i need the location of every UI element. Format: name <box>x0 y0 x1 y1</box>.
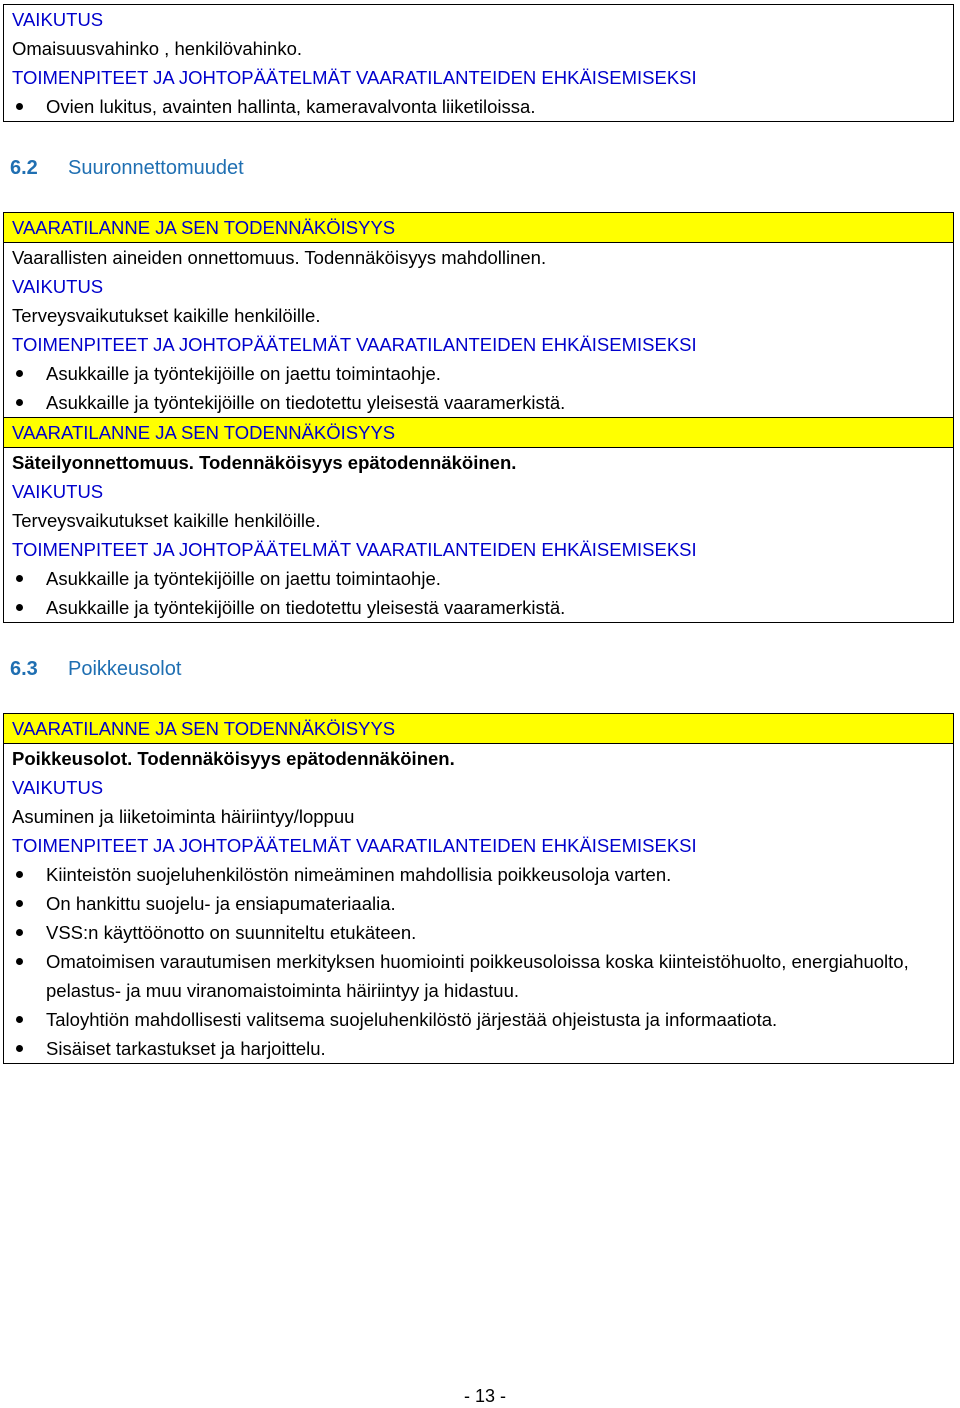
bullet-icon <box>16 929 23 936</box>
section-heading-6-3 <box>10 658 181 681</box>
page-number: - 13 - <box>463 1386 506 1406</box>
list-item: Asukkaille ja työntekijöille on jaettu toimintaohje. <box>4 564 953 593</box>
bullet-icon <box>16 604 23 611</box>
vaaratilanne-heading: VAARATILANNE JA SEN TODENNÄKÖISYYS <box>4 714 953 744</box>
vaikutus-heading: VAIKUTUS <box>12 276 104 297</box>
list-item: Ovien lukitus, avainten hallinta, kameravalvonta liiketiloissa. <box>4 92 953 121</box>
section-title: Poikkeusolot <box>68 658 182 680</box>
measures-list <box>4 860 953 1063</box>
risk-table-exceptional-circumstances <box>3 713 954 1064</box>
vaikutus-text: Terveysvaikutukset kaikille henkilöille. <box>12 510 321 531</box>
section-number: 6.3 <box>10 658 38 680</box>
bullet-icon <box>16 575 23 582</box>
vaikutus-text: Asuminen ja liiketoiminta häiriintyy/loppuu <box>12 806 355 827</box>
list-item: Taloyhtiön mahdollisesti valitsema suojeluhenkilöstö järjestää ohjeistusta ja informaatiota. <box>4 1005 953 1034</box>
list-item: Asukkaille ja työntekijöille on jaettu toimintaohje. <box>4 359 953 388</box>
vaaratilanne-text: Poikkeusolot. Todennäköisyys epätodennäköinen. <box>12 748 455 769</box>
measures-list <box>4 92 953 121</box>
toimenpiteet-heading: TOIMENPITEET JA JOHTOPÄÄTELMÄT VAARATILANTEIDEN EHKÄISEMISEKSI <box>12 334 697 355</box>
list-item: Omatoimisen varautumisen merkityksen huomiointi poikkeusoloissa koska kiinteistöhuolto, energiahuolto, pelastus- ja muu viranomaistoiminta häiriintyy ja hidastuu. <box>4 947 953 1005</box>
list-item: Sisäiset tarkastukset ja harjoittelu. <box>4 1034 953 1063</box>
bullet-icon <box>16 103 23 110</box>
toimenpiteet-heading: TOIMENPITEET JA JOHTOPÄÄTELMÄT VAARATILANTEIDEN EHKÄISEMISEKSI <box>12 67 697 88</box>
section-heading-6-2 <box>10 157 244 180</box>
measures-list <box>4 359 953 417</box>
vaaratilanne-heading: VAARATILANNE JA SEN TODENNÄKÖISYYS <box>4 417 953 448</box>
bullet-icon <box>16 1045 23 1052</box>
section-number: 6.2 <box>10 157 38 179</box>
vaaratilanne-text: Vaarallisten aineiden onnettomuus. Todennäköisyys mahdollinen. <box>12 247 547 268</box>
measures-list <box>4 564 953 622</box>
bullet-icon <box>16 370 23 377</box>
vaikutus-heading: VAIKUTUS <box>12 481 104 502</box>
bullet-icon <box>16 399 23 406</box>
vaikutus-heading: VAIKUTUS <box>12 9 104 30</box>
risk-table-major-accidents <box>3 212 954 623</box>
vaikutus-heading: VAIKUTUS <box>12 777 104 798</box>
section-title: Suuronnettomuudet <box>68 157 244 179</box>
bullet-icon <box>16 900 23 907</box>
list-item: On hankittu suojelu- ja ensiapumateriaalia. <box>4 889 953 918</box>
list-item: Asukkaille ja työntekijöille on tiedotettu yleisestä vaaramerkistä. <box>4 388 953 417</box>
vaaratilanne-text: Säteilyonnettomuus. Todennäköisyys epätodennäköinen. <box>12 452 517 473</box>
list-item: VSS:n käyttöönotto on suunniteltu etukäteen. <box>4 918 953 947</box>
vaikutus-text: Omaisuusvahinko , henkilövahinko. <box>12 38 302 59</box>
toimenpiteet-heading: TOIMENPITEET JA JOHTOPÄÄTELMÄT VAARATILANTEIDEN EHKÄISEMISEKSI <box>12 539 697 560</box>
toimenpiteet-heading: TOIMENPITEET JA JOHTOPÄÄTELMÄT VAARATILANTEIDEN EHKÄISEMISEKSI <box>12 835 697 856</box>
vaaratilanne-heading: VAARATILANNE JA SEN TODENNÄKÖISYYS <box>4 213 953 243</box>
bullet-icon <box>16 1016 23 1023</box>
bullet-icon <box>16 871 23 878</box>
list-item: Asukkaille ja työntekijöille on tiedotettu yleisestä vaaramerkistä. <box>4 593 953 622</box>
vaikutus-text: Terveysvaikutukset kaikille henkilöille. <box>12 305 321 326</box>
list-item: Kiinteistön suojeluhenkilöstön nimeäminen mahdollisia poikkeusoloja varten. <box>4 860 953 889</box>
risk-table-property <box>3 4 954 122</box>
bullet-icon <box>16 958 23 965</box>
